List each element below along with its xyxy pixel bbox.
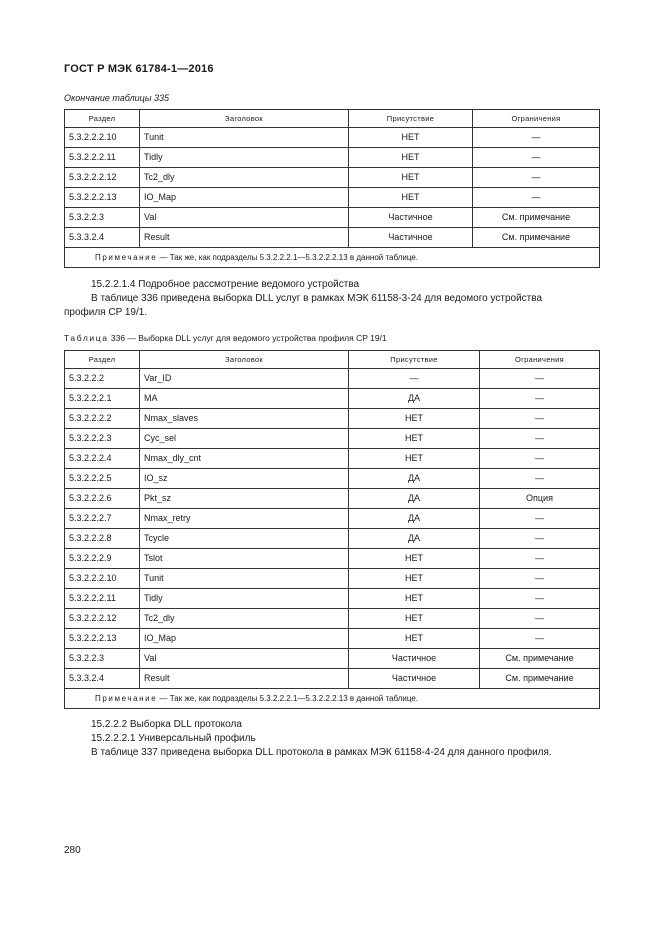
page-number: 280 — [64, 845, 81, 856]
table-row — [65, 469, 600, 489]
cell-title: Tc2_dly — [140, 168, 349, 188]
cell-section: 5.3.2.2.2.4 — [65, 449, 140, 469]
cell-title: Pkt_sz — [140, 489, 349, 509]
cell-presence: НЕТ — [349, 449, 480, 469]
table1-caption: Окончание таблицы 335 — [64, 93, 169, 103]
cell-constraints: — — [473, 128, 600, 148]
section-heading: 15.2.2.2 Выборка DLL протокола — [91, 719, 242, 730]
cell-section: 5.3.2.2.2.13 — [65, 188, 140, 208]
cell-presence: Частичное — [349, 228, 473, 248]
cell-section: 5.3.2.2.2.8 — [65, 529, 140, 549]
cell-title: Val — [140, 208, 349, 228]
cell-constraints: — — [480, 409, 600, 429]
table-note-row — [65, 689, 600, 709]
cell-presence: ДА — [349, 489, 480, 509]
cell-title: Val — [140, 649, 349, 669]
cell-constraints: См. примечание — [480, 669, 600, 689]
cell-title: Tidly — [140, 589, 349, 609]
cell-presence: НЕТ — [349, 168, 473, 188]
cell-constraints: — — [480, 589, 600, 609]
table-row — [65, 489, 600, 509]
cell-section: 5.3.2.2.2.6 — [65, 489, 140, 509]
cell-section: 5.3.2.2.3 — [65, 208, 140, 228]
column-header: Заголовок — [140, 110, 349, 128]
table-row — [65, 449, 600, 469]
cell-title: Nmax_dly_cnt — [140, 449, 349, 469]
cell-constraints: — — [480, 389, 600, 409]
table-row — [65, 409, 600, 429]
cell-section: 5.3.2.2.2.12 — [65, 609, 140, 629]
note-label: Примечание — [95, 694, 158, 703]
cell-title: MA — [140, 389, 349, 409]
cell-title: Nmax_slaves — [140, 409, 349, 429]
cell-section: 5.3.3.2.4 — [65, 669, 140, 689]
cell-presence: — — [349, 369, 480, 389]
cell-presence: НЕТ — [349, 148, 473, 168]
column-header: Присутствие — [349, 351, 480, 369]
cell-constraints: — — [473, 188, 600, 208]
table-row — [65, 228, 600, 248]
cell-presence: ДА — [349, 469, 480, 489]
table-header-row — [65, 351, 600, 369]
cell-section: 5.3.2.2.2.3 — [65, 429, 140, 449]
cell-section: 5.3.2.2.2.12 — [65, 168, 140, 188]
table2-caption — [64, 333, 387, 343]
cell-section: 5.3.2.2.3 — [65, 649, 140, 669]
cell-section: 5.3.2.2.2.9 — [65, 549, 140, 569]
paragraph-line: профиля CP 19/1. — [64, 307, 148, 318]
table-row — [65, 389, 600, 409]
cell-presence: НЕТ — [349, 589, 480, 609]
cell-section: 5.3.2.2.2.11 — [65, 589, 140, 609]
cell-constraints: — — [480, 609, 600, 629]
document-header: ГОСТ Р МЭК 61784-1—2016 — [64, 63, 214, 75]
cell-presence: Частичное — [349, 208, 473, 228]
cell-presence: Частичное — [349, 649, 480, 669]
cell-constraints: — — [480, 629, 600, 649]
table-row — [65, 569, 600, 589]
cell-title: IO_sz — [140, 469, 349, 489]
cell-presence: НЕТ — [349, 128, 473, 148]
cell-title: Tunit — [140, 128, 349, 148]
cell-presence: ДА — [349, 529, 480, 549]
column-header: Ограничения — [473, 110, 600, 128]
table-row — [65, 609, 600, 629]
cell-constraints: — — [480, 549, 600, 569]
paragraph-line: В таблице 336 приведена выборка DLL услуг в рамках МЭК 61158-3-24 для ведомого устройства — [91, 293, 543, 304]
table-row — [65, 188, 600, 208]
cell-section: 5.3.2.2.2.5 — [65, 469, 140, 489]
cell-presence: НЕТ — [349, 609, 480, 629]
paragraph: В таблице 337 приведена выборка DLL протокола в рамках МЭК 61158-4-24 для данного профиля. — [91, 747, 552, 758]
table-note — [65, 689, 600, 709]
cell-section: 5.3.2.2.2.10 — [65, 128, 140, 148]
caption-label: Таблица — [64, 333, 109, 343]
table-row — [65, 669, 600, 689]
cell-presence: НЕТ — [349, 429, 480, 449]
table-row — [65, 589, 600, 609]
cell-constraints: — — [480, 429, 600, 449]
section-heading: 15.2.2.1.4 Подробное рассмотрение ведомого устройства — [91, 279, 360, 290]
cell-title: Tslot — [140, 549, 349, 569]
table-row — [65, 429, 600, 449]
cell-constraints: См. примечание — [480, 649, 600, 669]
cell-constraints: — — [480, 529, 600, 549]
cell-constraints: — — [480, 569, 600, 589]
cell-constraints: — — [473, 148, 600, 168]
cell-presence: Частичное — [349, 669, 480, 689]
table2-body — [65, 369, 600, 689]
column-header: Присутствие — [349, 110, 473, 128]
cell-section: 5.3.2.2.2.10 — [65, 569, 140, 589]
cell-presence: ДА — [349, 509, 480, 529]
column-header: Раздел — [65, 110, 140, 128]
cell-title: Tcycle — [140, 529, 349, 549]
cell-title: Cyc_sel — [140, 429, 349, 449]
table-row — [65, 148, 600, 168]
cell-title: Result — [140, 228, 349, 248]
table-336 — [64, 350, 600, 709]
column-header: Ограничения — [480, 351, 600, 369]
cell-presence: НЕТ — [349, 549, 480, 569]
table-row — [65, 208, 600, 228]
table-row — [65, 369, 600, 389]
cell-constraints: — — [480, 369, 600, 389]
table-note-row — [65, 248, 600, 268]
caption-text: 336 — Выборка DLL услуг для ведомого устройства профиля CP 19/1 — [108, 333, 387, 343]
cell-constraints: — — [480, 469, 600, 489]
cell-title: IO_Map — [140, 629, 349, 649]
cell-section: 5.3.2.2.2.13 — [65, 629, 140, 649]
cell-presence: НЕТ — [349, 569, 480, 589]
table-row — [65, 629, 600, 649]
cell-section: 5.3.2.2.2.11 — [65, 148, 140, 168]
cell-presence: ДА — [349, 389, 480, 409]
table-row — [65, 529, 600, 549]
table-row — [65, 128, 600, 148]
cell-section: 5.3.2.2.2.1 — [65, 389, 140, 409]
table-row — [65, 168, 600, 188]
cell-constraints: — — [480, 449, 600, 469]
table-note — [65, 248, 600, 268]
table-row — [65, 549, 600, 569]
table1-body — [65, 128, 600, 248]
column-header: Раздел — [65, 351, 140, 369]
cell-presence: НЕТ — [349, 409, 480, 429]
column-header: Заголовок — [140, 351, 349, 369]
cell-presence: НЕТ — [349, 629, 480, 649]
note-text: — Так же, как подразделы 5.3.2.2.2.1—5.3.2.2.2.13 в данной таблице. — [157, 694, 419, 703]
cell-title: Tc2_dly — [140, 609, 349, 629]
cell-title: Result — [140, 669, 349, 689]
cell-constraints: — — [473, 168, 600, 188]
cell-title: Tunit — [140, 569, 349, 589]
cell-constraints: — — [480, 509, 600, 529]
cell-presence: НЕТ — [349, 188, 473, 208]
cell-constraints: Опция — [480, 489, 600, 509]
section-heading: 15.2.2.2.1 Универсальный профиль — [91, 733, 256, 744]
cell-section: 5.3.2.2.2.2 — [65, 409, 140, 429]
cell-constraints: См. примечание — [473, 228, 600, 248]
cell-title: Tidly — [140, 148, 349, 168]
note-text: — Так же, как подразделы 5.3.2.2.2.1—5.3.2.2.2.13 в данной таблице. — [157, 253, 419, 262]
cell-title: IO_Map — [140, 188, 349, 208]
note-label: Примечание — [95, 253, 158, 262]
cell-title: Var_ID — [140, 369, 349, 389]
table-row — [65, 509, 600, 529]
cell-constraints: См. примечание — [473, 208, 600, 228]
cell-section: 5.3.2.2.2 — [65, 369, 140, 389]
table-335-end — [64, 109, 600, 268]
table-header-row — [65, 110, 600, 128]
cell-section: 5.3.3.2.4 — [65, 228, 140, 248]
cell-title: Nmax_retry — [140, 509, 349, 529]
cell-section: 5.3.2.2.2.7 — [65, 509, 140, 529]
table-row — [65, 649, 600, 669]
